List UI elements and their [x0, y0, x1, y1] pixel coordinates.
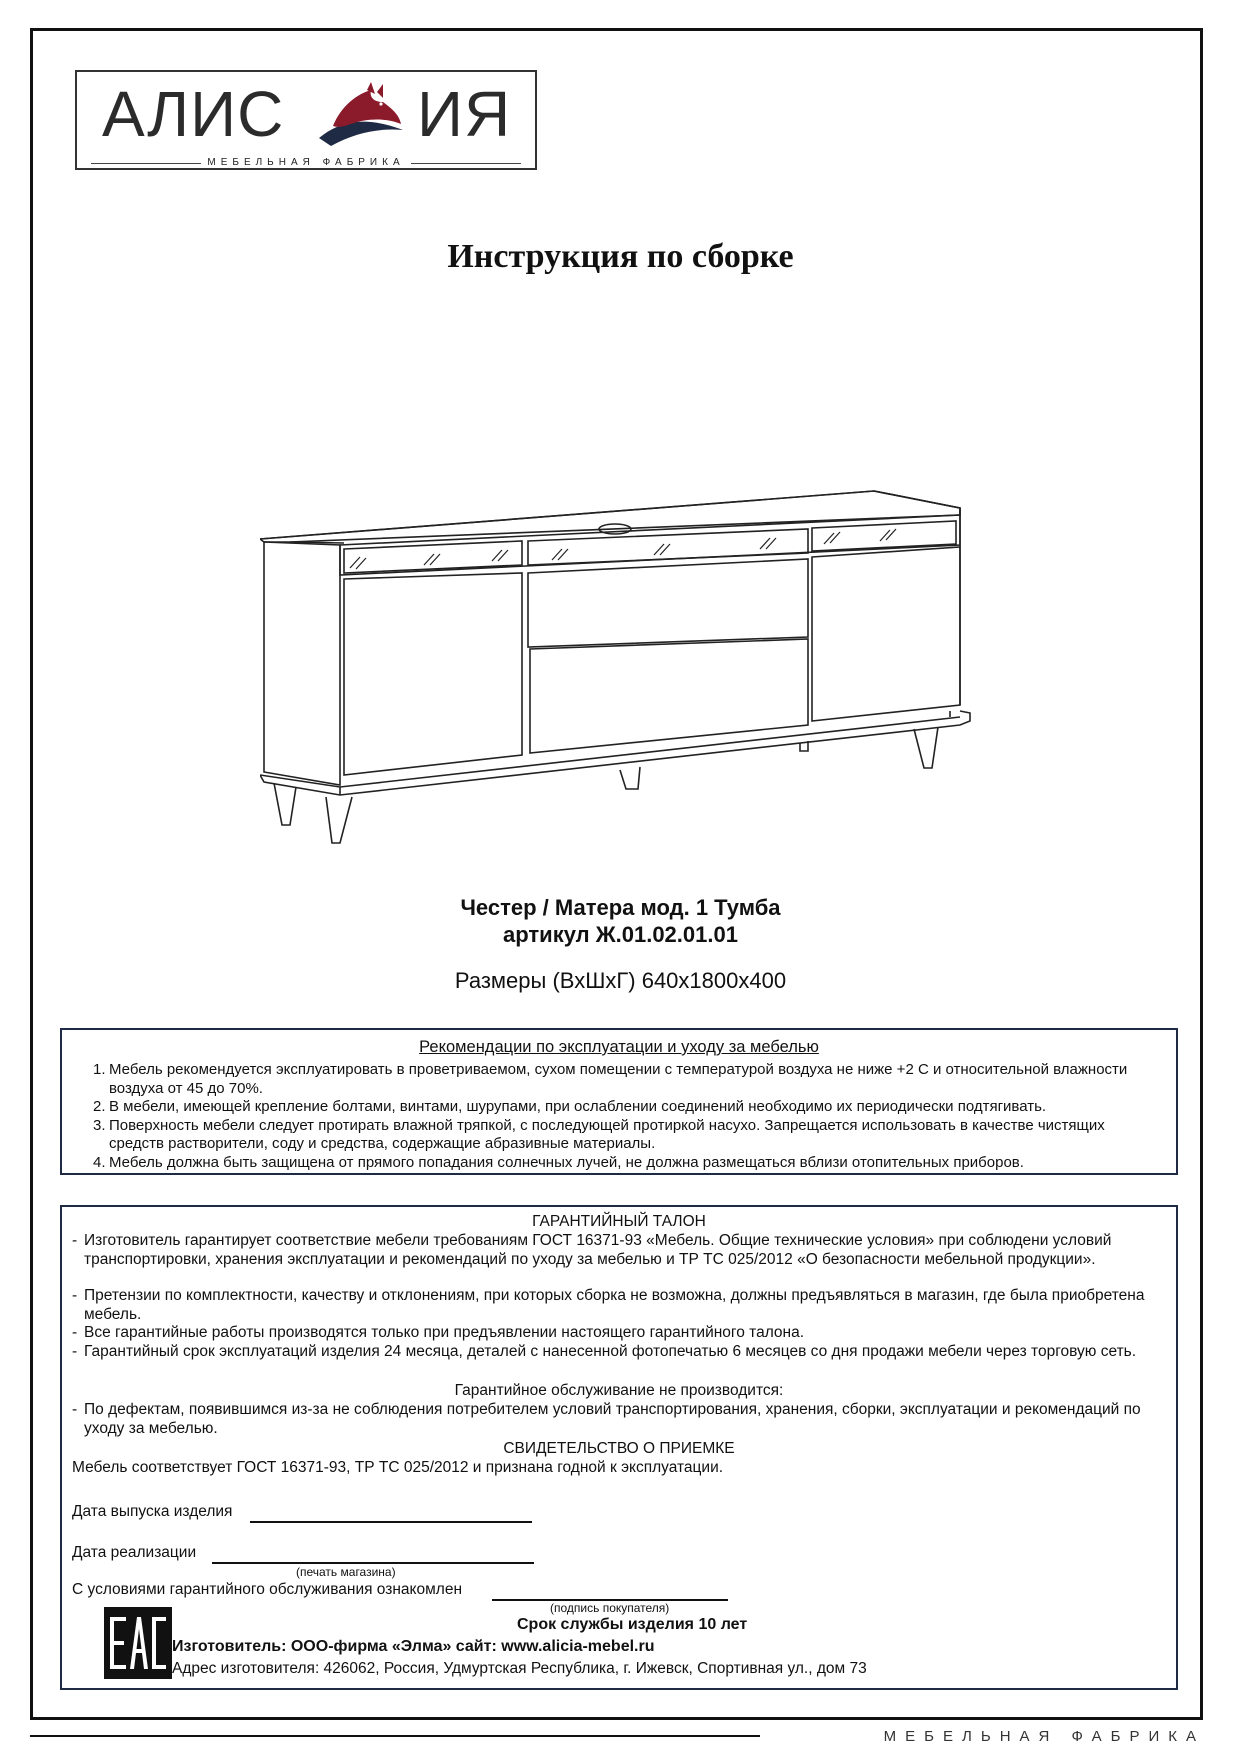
- sale-date-label: Дата реализации: [72, 1544, 197, 1561]
- product-name: Честер / Матера мод. 1 Тумба: [460, 895, 781, 920]
- warranty-point: - Гарантийный срок эксплуатаций изделия 24 месяца, деталей с нанесенной фотопечатью 6 месяцев со дня продажи мебели через торговую сеть.: [72, 1343, 1137, 1360]
- logo-text-left: АЛИС: [102, 78, 285, 150]
- manufacturer-address: Адрес изготовителя: 426062, Россия, Удмуртская Республика, г. Ижевск, Спортивная ул., дом 73: [172, 1660, 867, 1677]
- warranty-point: - Изготовитель гарантирует соответствие мебели требованиям ГОСТ 16371-93 «Мебель. Общие технические условия» при соблюдени условий транспортировки, хранения эксплуатации и рекомендаций по уходу за мебелью и ТР ТС 025/2012 «О безопасности мебельной продукции».: [72, 1232, 1112, 1268]
- warranty-title: ГАРАНТИЙНЫЙ ТАЛОН: [532, 1213, 706, 1230]
- buyer-sign-hint: (подпись покупателя): [550, 1601, 670, 1615]
- fox-logo-icon: [311, 80, 411, 152]
- logo-text-right: ИЯ: [417, 78, 512, 150]
- release-date-line[interactable]: [250, 1521, 532, 1523]
- sale-date-line[interactable]: [212, 1562, 534, 1564]
- acceptance-text: Мебель соответствует ГОСТ 16371-93, ТР ТС 025/2012 и признана годной к эксплуатации.: [72, 1459, 724, 1476]
- eac-mark-icon: [104, 1607, 172, 1679]
- page-title: Инструкция по сборке: [447, 238, 794, 275]
- company-logo: [75, 70, 537, 170]
- product-article: артикул Ж.01.02.01.01: [503, 922, 738, 947]
- footer-line: [30, 1735, 760, 1737]
- list-item: 1. Мебель рекомендуется эксплуатировать в проветриваемом, сухом помещении с температурой воздуха не ниже +2 С и относительной влажности воздуха от 45 до 70%.: [93, 1061, 1128, 1097]
- service-life: Срок службы изделия 10 лет: [517, 1616, 748, 1633]
- list-item: 4. Мебель должна быть защищена от прямого попадания солнечных лучей, не должна размещаться вблизи отопительных приборов.: [93, 1153, 1024, 1171]
- care-recommendations-list: [62, 1061, 1149, 1172]
- logo-subtitle: МЕБЕЛЬНАЯ ФАБРИКА: [77, 158, 535, 168]
- footer-brand: МЕБЕЛЬНАЯ ФАБРИКА: [883, 1728, 1205, 1745]
- warranty-point: - Претензии по комплектности, качеству и отклонениям, при которых сборка не возможна, должны предъявляться в магазин, где была приобретена мебель.: [72, 1287, 1145, 1323]
- product-dimensions: Размеры (ВхШхГ) 640х1800х400: [454, 968, 787, 993]
- care-recommendations-box: [60, 1028, 1178, 1175]
- manufacturer-info: Изготовитель: ООО-фирма «Элма» сайт: www.alicia-mebel.ru: [172, 1638, 655, 1655]
- conditions-label: С условиями гарантийного обслуживания ознакомлен: [72, 1581, 462, 1598]
- list-item: 2. В мебели, имеющей крепление болтами, винтами, шурупами, при ослаблении соединений необходимо их периодически подтягивать.: [93, 1098, 1047, 1115]
- product-drawing: [260, 485, 980, 845]
- release-date-label: Дата выпуска изделия: [72, 1503, 233, 1520]
- no-service-point: - По дефектам, появившимся из-за не соблюдения потребителем условий транспортирования, хранения, сборки, эксплуатации и рекомендаций по уходу за мебелью.: [72, 1401, 1141, 1437]
- no-service-title: Гарантийное обслуживание не производится:: [454, 1382, 784, 1399]
- warranty-point: - Все гарантийные работы производятся только при предъявлении настоящего гарантийного талона.: [72, 1324, 805, 1341]
- list-item: 3. Поверхность мебели следует протирать влажной тряпкой, с последующей протиркой насухо. Запрещается использовать в качестве чистящих средств растворители, соду и средства, содержащие абразивные материалы.: [93, 1116, 1105, 1152]
- acceptance-title: СВИДЕТЕЛЬСТВО О ПРИЕМКЕ: [503, 1440, 735, 1457]
- shop-stamp-hint: (печать магазина): [296, 1565, 396, 1579]
- care-recommendations-title: Рекомендации по эксплуатации и уходу за мебелью: [419, 1038, 819, 1056]
- warranty-card: [60, 1205, 1178, 1690]
